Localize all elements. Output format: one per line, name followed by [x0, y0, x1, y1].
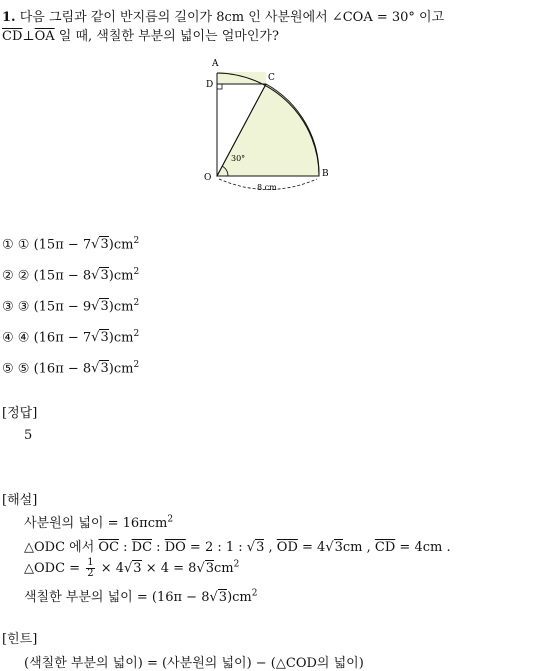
explanation-line-1: 사분원의 넓이 = 16πcm$^2$ [24, 514, 174, 531]
answer-heading: [정답] [2, 406, 38, 421]
quarter-circle-figure [195, 52, 345, 202]
segment-oa: $\overline{OA}$ [34, 29, 55, 44]
right-angle-mark [217, 84, 222, 89]
label-a: A [212, 59, 219, 69]
label-d: D [206, 80, 214, 90]
explanation-line-3: △ODC = $\frac{1}{2}$ × $4√3 \times 4 = 8√3cm^2$ [24, 557, 240, 579]
sqrt: √3 [91, 361, 109, 377]
explanation-line-4: 색칠한 부분의 넓이 = $(16\pi - 8√3)cm^2$ [24, 588, 258, 605]
sqrt: √3 [246, 540, 265, 555]
sqrt: √3 [196, 561, 215, 576]
sqrt: √3 [91, 268, 109, 284]
label-radius: 8 cm [257, 183, 277, 192]
question-text-2: 일 때, 색칠한 부분의 넓이는 얼마인가? [54, 29, 279, 44]
question-number: 1. [2, 10, 16, 25]
choice-mark: ⑤ [2, 361, 14, 377]
choice-5[interactable]: ⑤ ⑤ $(16\pi - 8√3)cm^2$ [2, 360, 140, 377]
answer-value: 5 [24, 428, 33, 443]
explanation-line-2: △ODC 에서 $\overline{OC}$ : $\overline{DC}$ : $\overline{DO} = 2$ : 1 : √3 , $\overline{OD} = 4√3cm$ , $\overline{CD} = 4cm$ . [24, 540, 451, 555]
sqrt: √3 [209, 590, 228, 605]
fraction: $\frac{1}{2}$ [87, 557, 94, 579]
question-line-2 [2, 25, 279, 44]
label-b: B [322, 169, 329, 179]
choice-mark: ④ [2, 330, 14, 346]
hint-text: (색칠한 부분의 넓이) = (사분원의 넓이) − (△COD의 넓이) [24, 656, 364, 671]
choice-mark: ③ [2, 299, 14, 315]
question-line-1 [2, 6, 444, 25]
sqrt: √3 [325, 540, 343, 555]
hint-heading: [힌트] [2, 632, 38, 647]
label-c: C [268, 73, 275, 83]
choice-4[interactable]: ④ ④ $(16\pi - 7√3)cm^2$ [2, 329, 140, 346]
label-angle: 30° [231, 154, 246, 163]
choice-text: ② (15π − 8 [17, 268, 92, 284]
sqrt: √3 [91, 299, 109, 315]
sqrt: √3 [124, 561, 142, 576]
choice-1[interactable]: ① ① $(15\pi - 7√3)cm^2$ [2, 236, 140, 253]
choice-text: ⑤ (16π − 8 [17, 361, 92, 377]
choice-text: ④ (16π − 7 [17, 330, 92, 346]
choice-text: ① (15π − 7 [17, 237, 92, 253]
sqrt: √3 [91, 330, 109, 346]
choice-3[interactable]: ③ ③ $(15\pi - 9√3)cm^2$ [2, 298, 140, 315]
explanation-heading: [해설] [2, 493, 38, 508]
sqrt: √3 [91, 237, 109, 253]
choice-text: ③ (15π − 9 [17, 299, 92, 315]
choice-mark: ① [2, 237, 14, 253]
choice-mark: ② [2, 268, 14, 284]
label-o: O [204, 173, 212, 183]
perp-symbol: ⊥ [22, 29, 35, 44]
question-text-1: 다음 그림과 같이 반지름의 길이가 8cm 인 사분원에서 ∠COA = 30° 이고 [19, 10, 445, 25]
choice-2[interactable]: ② ② $(15\pi - 8√3)cm^2$ [2, 267, 140, 284]
segment-cd: $\overline{CD}$ [2, 29, 23, 44]
